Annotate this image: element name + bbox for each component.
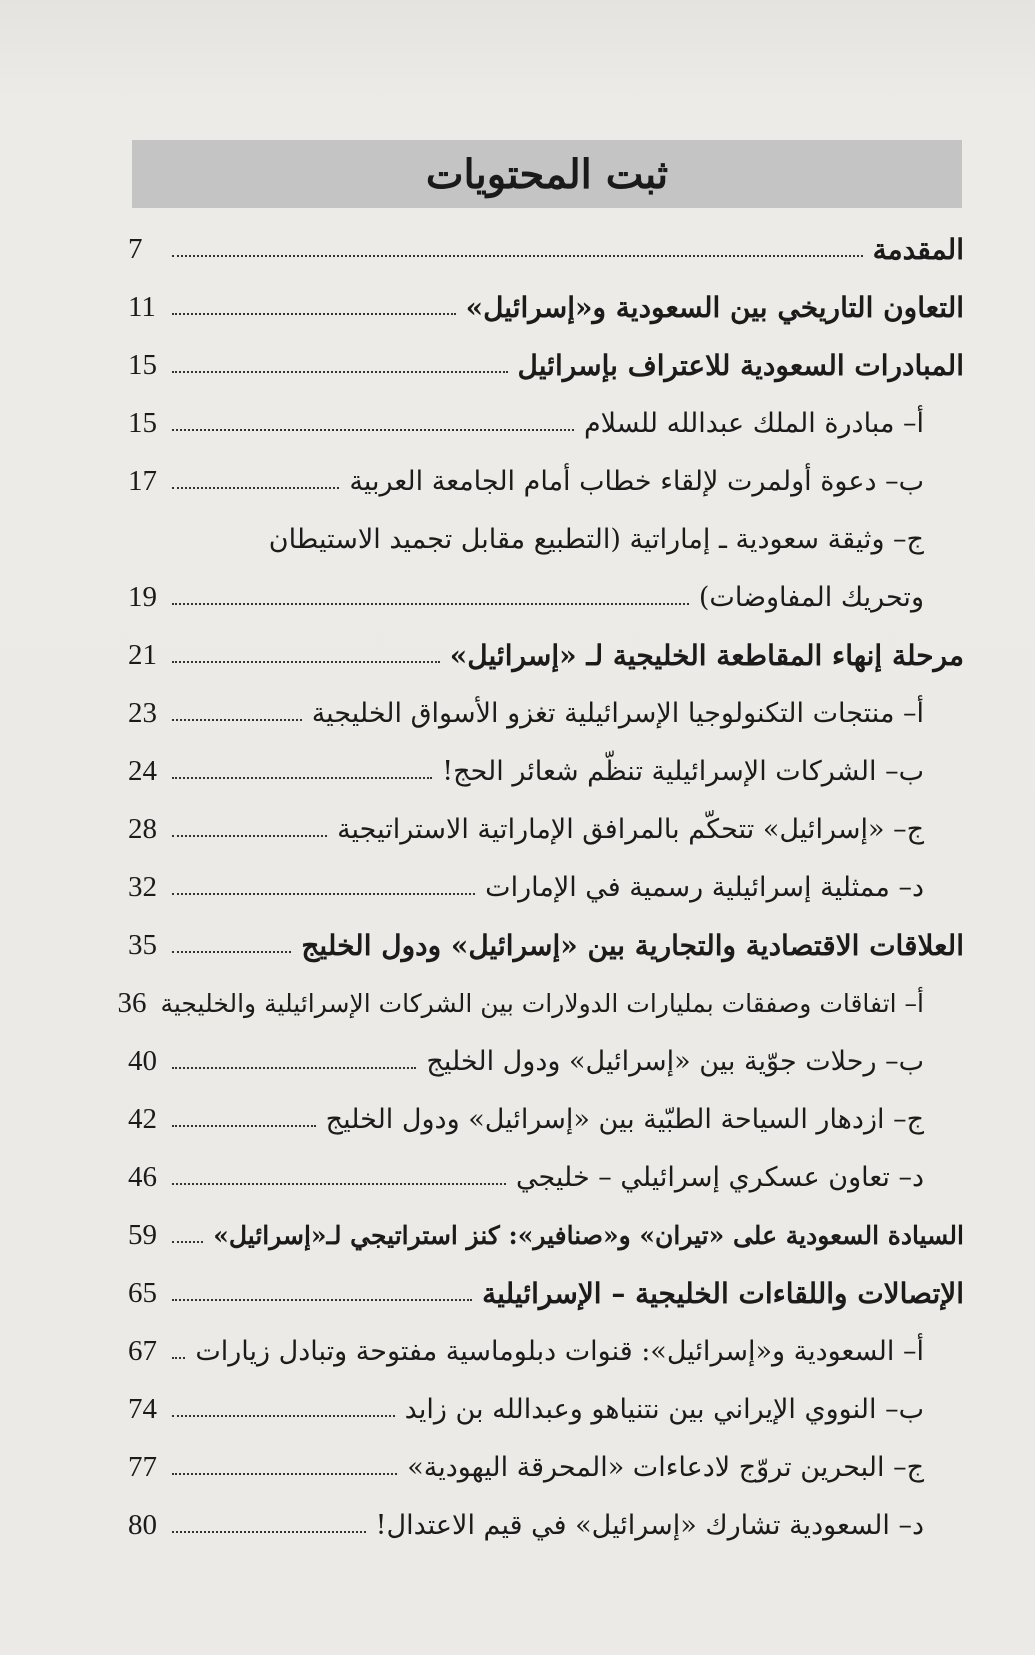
toc-entry-title: مرحلة إنهاء المقاطعة الخليجية لـ «إسرائيل» [449, 638, 964, 672]
toc-entry-page: 36 [117, 986, 147, 1019]
toc-list [117, 220, 964, 1554]
toc-entry-title: د– ممثلية إسرائيلية رسمية في الإمارات [485, 871, 924, 903]
toc-entry-page: 40 [128, 1044, 157, 1077]
toc-entry[interactable] [128, 1496, 964, 1554]
dot-leader [172, 371, 508, 373]
toc-entry-title: العلاقات الاقتصادية والتجارية بين «إسرائيل» ودول الخليج [301, 928, 964, 962]
toc-entry-page: 11 [128, 290, 156, 323]
toc-entry-page: 67 [128, 1334, 157, 1367]
toc-entry[interactable] [117, 974, 964, 1032]
toc-entry-title: ج– وثيقة سعودية ـ إماراتية (التطبيع مقابل تجميد الاستيطان [268, 523, 924, 555]
toc-entry[interactable] [128, 278, 964, 336]
toc-entry-page: 59 [128, 1218, 157, 1251]
toc-entry-title: ج– البحرين تروّج لادعاءات «المحرقة اليهودية» [407, 1451, 924, 1483]
toc-entry-title: الإتصالات واللقاءات الخليجية – الإسرائيلية [482, 1276, 964, 1310]
toc-entry[interactable] [128, 568, 964, 626]
toc-entry-page: 17 [128, 464, 157, 497]
toc-entry-title: ج– «إسرائيل» تتحكّم بالمرافق الإماراتية الاستراتيجية [337, 813, 924, 845]
toc-entry-title: المبادرات السعودية للاعتراف بإسرائيل [517, 348, 964, 382]
toc-entry[interactable] [128, 1206, 964, 1264]
toc-entry-title: أ– اتفاقات وصفقات بمليارات الدولارات بين الشركات الإسرائيلية والخليجية [160, 988, 924, 1018]
toc-entry-title: ب– دعوة أولمرت لإلقاء خطاب أمام الجامعة العربية [349, 465, 924, 497]
toc-entry[interactable] [128, 394, 964, 452]
dot-leader [172, 429, 574, 431]
dot-leader [172, 1357, 185, 1359]
toc-entry[interactable] [128, 510, 964, 568]
toc-entry-page: 19 [128, 580, 157, 613]
toc-entry-page: 28 [128, 812, 157, 845]
toc-entry-title: ب– الشركات الإسرائيلية تنظّم شعائر الحج! [442, 755, 924, 787]
toc-entry-title: أ– منتجات التكنولوجيا الإسرائيلية تغزو الأسواق الخليجية [311, 697, 924, 729]
dot-leader [172, 1299, 472, 1301]
toc-entry-title: المقدمة [872, 232, 964, 266]
toc-entry-title: أ– مبادرة الملك عبدالله للسلام [583, 407, 924, 439]
dot-leader [172, 777, 432, 779]
toc-entry[interactable] [128, 1380, 964, 1438]
toc-entry[interactable] [128, 1032, 964, 1090]
toc-entry-page: 32 [128, 870, 157, 903]
toc-entry[interactable] [128, 916, 964, 974]
toc-entry-page: 15 [128, 348, 157, 381]
toc-entry-title: ب– النووي الإيراني بين نتنياهو وعبدالله بن زايد [404, 1393, 924, 1425]
toc-header [132, 140, 962, 208]
toc-entry-page: 65 [128, 1276, 157, 1309]
toc-entry-title: أ– السعودية و«إسرائيل»: قنوات دبلوماسية مفتوحة وتبادل زيارات [195, 1335, 924, 1367]
toc-entry-page: 74 [128, 1392, 157, 1425]
toc-entry[interactable] [128, 1264, 964, 1322]
toc-entry-page: 21 [128, 638, 157, 671]
toc-entry[interactable] [128, 1322, 964, 1380]
dot-leader [172, 1125, 316, 1127]
dot-leader [172, 1415, 395, 1417]
toc-entry-page: 35 [128, 928, 157, 961]
toc-entry[interactable] [128, 336, 964, 394]
toc-entry-page: 15 [128, 406, 157, 439]
toc-entry-page: 77 [128, 1450, 157, 1483]
dot-leader [172, 255, 863, 257]
toc-entry-title: د– السعودية تشارك «إسرائيل» في قيم الاعتدال! [375, 1509, 924, 1541]
toc-entry[interactable] [128, 452, 964, 510]
toc-entry[interactable] [128, 858, 964, 916]
toc-entry-page: 46 [128, 1160, 157, 1193]
toc-entry[interactable] [128, 800, 964, 858]
toc-entry[interactable] [128, 1090, 964, 1148]
toc-entry-title: السيادة السعودية على «تيران» و«صنافير»: كنز استراتيجي لـ«إسرائيل» [213, 1220, 964, 1250]
toc-title: ثبت المحتويات [425, 150, 669, 198]
dot-leader [172, 719, 302, 721]
dot-leader [172, 1241, 203, 1243]
toc-entry[interactable] [128, 742, 964, 800]
toc-entry-page: 24 [128, 754, 157, 787]
dot-leader [172, 313, 456, 315]
dot-leader [172, 661, 440, 663]
toc-entry[interactable] [128, 1148, 964, 1206]
dot-leader [172, 487, 339, 489]
dot-leader [172, 835, 327, 837]
toc-entry[interactable] [128, 1438, 964, 1496]
dot-leader [172, 893, 475, 895]
dot-leader [172, 1183, 506, 1185]
dot-leader [172, 1067, 416, 1069]
toc-entry-page: 42 [128, 1102, 157, 1135]
dot-leader [172, 1531, 366, 1533]
dot-leader [172, 951, 291, 953]
dot-leader [172, 603, 689, 605]
toc-entry[interactable] [128, 684, 964, 742]
toc-entry-title: التعاون التاريخي بين السعودية و«إسرائيل» [465, 290, 964, 324]
toc-entry-title: د– تعاون عسكري إسرائيلي – خليجي [515, 1161, 924, 1193]
toc-entry-title: ب– رحلات جوّية بين «إسرائيل» ودول الخليج [426, 1045, 924, 1077]
toc-entry-title: وتحريك المفاوضات) [698, 581, 924, 613]
toc-entry-page: 7 [128, 232, 143, 265]
toc-entry[interactable] [128, 220, 964, 278]
toc-entry-page: 23 [128, 696, 157, 729]
toc-entry-page: 80 [128, 1508, 157, 1541]
dot-leader [172, 1473, 397, 1475]
toc-entry[interactable] [128, 626, 964, 684]
toc-entry-title: ج– ازدهار السياحة الطبّية بين «إسرائيل» ودول الخليج [325, 1103, 924, 1135]
